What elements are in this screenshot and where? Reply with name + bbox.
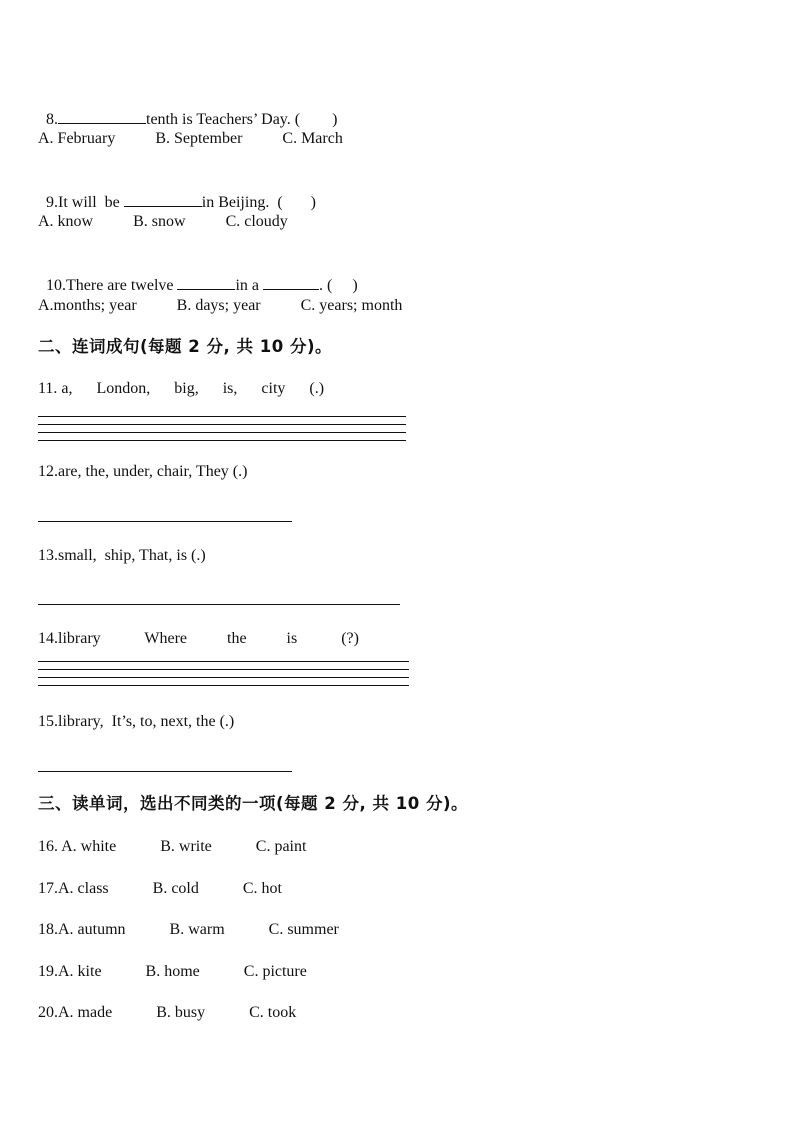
section-3-title: 三、读单词，选出不同类的一项(每题 2 分, 共 10 分)。 xyxy=(38,794,469,813)
answer-lines-14[interactable] xyxy=(38,661,409,693)
answer-line-13[interactable] xyxy=(38,604,400,605)
question-18: 18.A. autumn B. warm C. summer xyxy=(38,921,339,938)
question-9 xyxy=(38,171,316,213)
question-20: 20.A. made B. busy C. took xyxy=(38,1004,297,1021)
question-8-number: 8. xyxy=(46,111,58,128)
answer-blank[interactable] xyxy=(124,191,202,207)
question-19: 19.A. kite B. home C. picture xyxy=(38,963,307,980)
question-9-text: in Beijing. ( ) xyxy=(201,194,316,211)
question-9-prefix: 9.It will be xyxy=(46,194,124,211)
question-10 xyxy=(38,254,358,296)
question-8-text: tenth is Teachers’ Day. ( ) xyxy=(146,111,338,128)
answer-line-15[interactable] xyxy=(38,771,292,772)
question-8 xyxy=(38,88,337,130)
question-11: 11. a, London, big, is, city (.) xyxy=(38,380,325,397)
question-14: 14.library Where the is (?) xyxy=(38,630,359,647)
question-10-mid: in a xyxy=(235,277,264,294)
question-16: 16. A. white B. write C. paint xyxy=(38,838,307,855)
question-10-options: A.months; year B. days; year C. years; month xyxy=(38,297,403,314)
answer-lines-11[interactable] xyxy=(38,416,406,448)
question-17: 17.A. class B. cold C. hot xyxy=(38,880,282,897)
answer-blank[interactable] xyxy=(58,108,146,124)
question-15: 15.library, It’s, to, next, the (.) xyxy=(38,713,235,730)
question-10-suffix: . ( ) xyxy=(319,277,358,294)
answer-blank[interactable] xyxy=(263,274,319,290)
question-8-options: A. February B. September C. March xyxy=(38,130,343,147)
answer-blank[interactable] xyxy=(177,274,235,290)
question-13: 13.small, ship, That, is (.) xyxy=(38,547,206,564)
question-10-prefix: 10.There are twelve xyxy=(46,277,178,294)
section-2-title: 二、连词成句(每题 2 分, 共 10 分)。 xyxy=(38,337,333,356)
question-9-options: A. know B. snow C. cloudy xyxy=(38,213,288,230)
answer-line-12[interactable] xyxy=(38,521,292,522)
question-12: 12.are, the, under, chair, They (.) xyxy=(38,463,248,480)
